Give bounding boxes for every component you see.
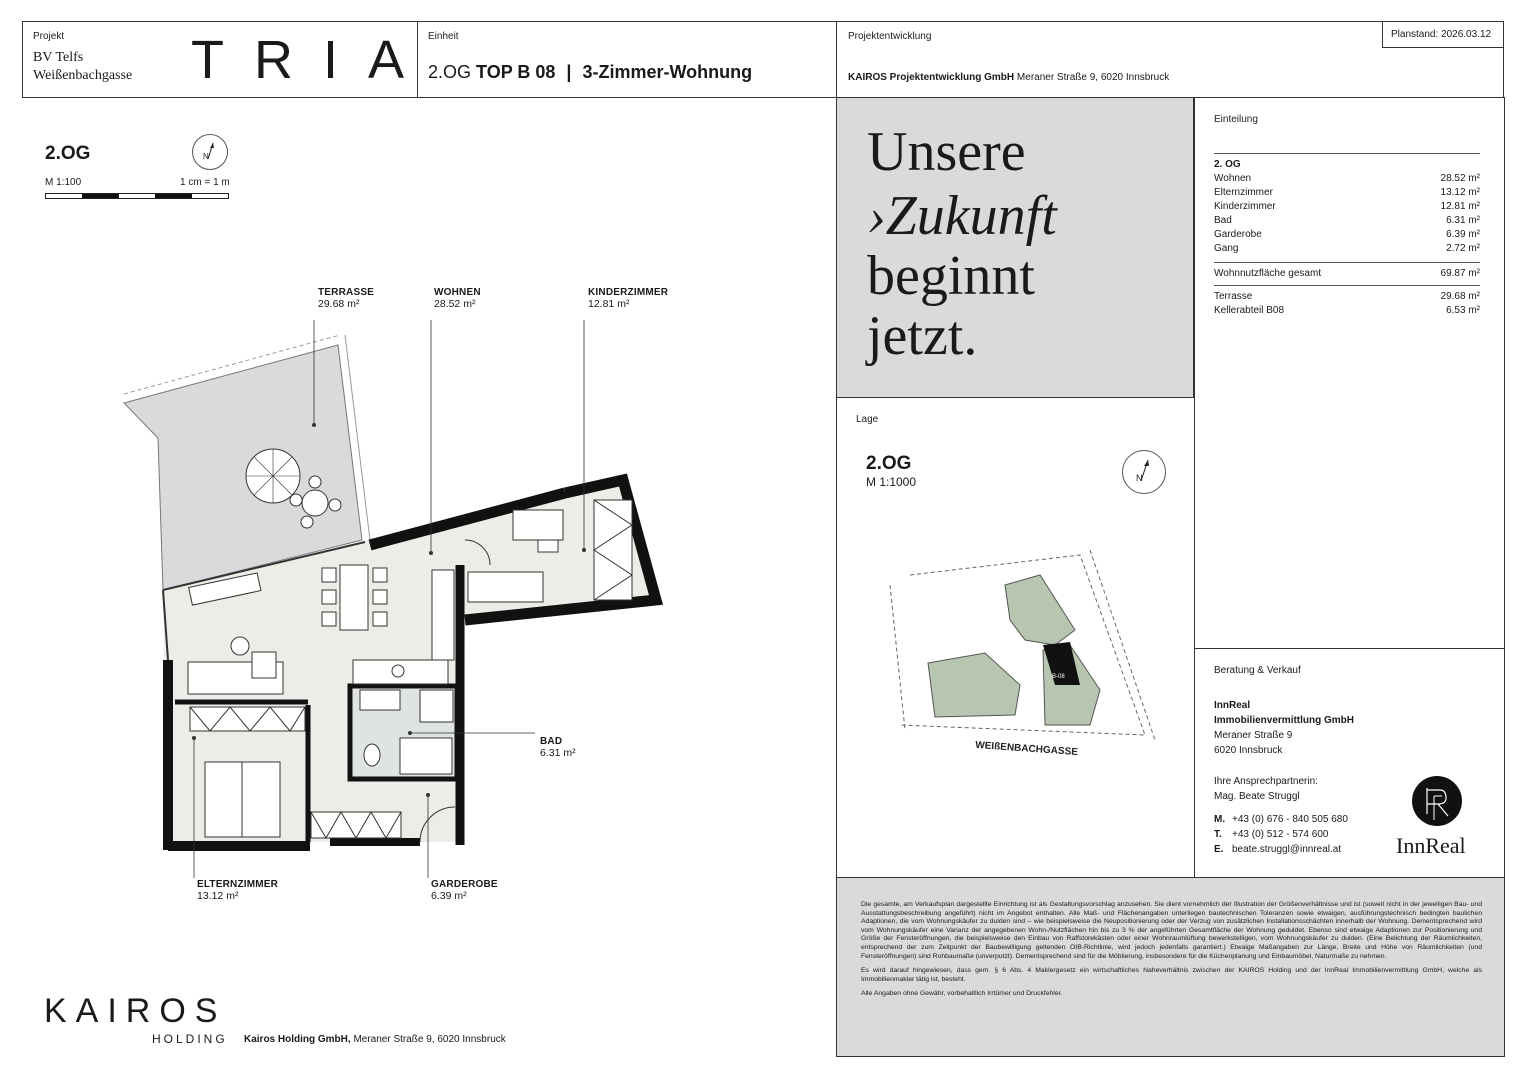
room-bad — [540, 736, 576, 759]
disclaimer-p2: Es wird darauf hingewiesen, dass gem. § 6 Abs. 4 Maklergesetz ein wirtschaftliches Naheverhältnis zwischen der KAIROS Holding und der InnReal Immobilienvermittlung GmbH, welche als Immobilienmakler tätig ist, besteht. — [861, 967, 1482, 983]
einheit-label: Einheit — [428, 31, 459, 42]
room-name: ELTERNZIMMER — [197, 879, 279, 890]
entwicklung-label: Projektentwicklung — [848, 31, 932, 42]
table-row — [1214, 290, 1480, 304]
room-area: 28.52 m² — [434, 298, 476, 310]
planstand: Planstand: 2026.03.12 — [1391, 29, 1492, 40]
tria-logo: TRIA — [191, 30, 435, 90]
beratung-company1: InnReal — [1214, 700, 1251, 711]
plan-floor: 2.OG — [45, 143, 91, 164]
beratung-street: Meraner Straße 9 — [1214, 730, 1293, 741]
einteilung-section — [1214, 114, 1480, 318]
total-label: Wohnnutzfläche gesamt — [1214, 268, 1322, 279]
row-value: 12.81 m² — [1440, 201, 1480, 212]
table-row — [1214, 304, 1480, 318]
beratung-contact-name: Mag. Beate Struggl — [1214, 791, 1300, 802]
row-value: 29.68 m² — [1440, 291, 1480, 302]
phone-mobile-label: M. — [1214, 814, 1226, 825]
einheit-type: 3-Zimmer-Wohnung — [582, 62, 753, 82]
einheit-floor: 2.OG — [428, 62, 472, 82]
beratung-divider — [1195, 648, 1504, 649]
disclaimer-p3: Alle Angaben ohne Gewähr, vorbehaltlich Irrtümer und Druckfehler. — [861, 990, 1063, 998]
row-label: Elternzimmer — [1214, 187, 1273, 198]
slogan-line2 — [867, 186, 1057, 246]
row-value: 13.12 m² — [1440, 187, 1480, 198]
column-divider — [1194, 98, 1195, 878]
entwicklung-company: KAIROS Projektentwicklung GmbH — [848, 72, 1015, 83]
lage-floor: 2.OG — [866, 453, 912, 474]
beratung-contact-label: Ihre Ansprechpartnerin: — [1214, 776, 1318, 787]
compass-letter: N — [203, 152, 209, 161]
row-label: Wohnen — [1214, 173, 1252, 184]
projekt-name: BV Telfs — [33, 50, 84, 65]
beratung-company2: Immobilienvermittlung GmbH — [1214, 715, 1355, 726]
slogan-box — [837, 98, 1194, 398]
disclaimer-p1: Die gesamte, am Verkaufsplan dargestellte Einrichtung ist als Gestaltungsvorschlag anzusehen. Sie dient vornehmlich der Illustration der Größenverhältnisse und ist (soweit nicht in der jeweiligen Bau- und Ausstattungsbeschreibung angeführt) nicht im Angebot enthalten. Alle Maß- und Flächenangaben unterliegen bautechnischen Toleranzen sowie etwaigen, ausführungstechnisch bedingten baulichen Adaptionen, die vom Wohnungskäufer zu dulden sind – wie beispielsweise die Neupositionierung oder der Verzug von zusätzlichen Installationsschächten innerhalb der Wohnung. Dementsprechend wird vom Wohnungskäufer eine Varianz der angegebenen Wohn-/Nutzflächen hin bis zu 3 % der angeführten Gesamtfläche der Wohnung geduldet. Ebenso sind etwaige Adaptionen zur Positionierung und Größe der Fensteröffnungen, die beispielsweise den Einbau von Raffstorekästen oder einer Wohnraumlüftung bewerkstelligen, vom Wohnungskäufer zu dulden. (Eine Belichtung der Räumlichkeiten, entsprechend der zum Zeitpunkt der Baubewilligung geltenden OIB-Richtlinie, wird jedoch jedenfalls garantiert.) Etwaige Maßangaben zur Länge, Breite und Höhe von Räumlichkeiten (und Fensteröffnungen) sind Rohbaumaße (unverputzt). Dementsprechend sind für die Möblierung, insbesondere für die Küchenplanung und Einbaumöbel, Naturmaße zu nehmen. — [861, 901, 1482, 960]
room-area: 12.81 m² — [588, 298, 630, 310]
lage-title: Lage — [856, 414, 879, 425]
room-name: GARDEROBE — [431, 879, 498, 890]
einheit-separator: | — [566, 62, 572, 82]
entwicklung-address: Meraner Straße 9, 6020 Innsbruck — [1016, 72, 1170, 83]
footer-company-name: Kairos Holding GmbH, — [244, 1034, 351, 1045]
table-row — [1214, 172, 1480, 186]
row-label: Terrasse — [1214, 291, 1253, 302]
room-area: 29.68 m² — [318, 298, 360, 310]
kairos-holding-sub: HOLDING — [152, 1032, 228, 1046]
slogan-word: Zukunft — [885, 185, 1057, 247]
unit-tag: B-08 — [1052, 674, 1065, 680]
room-area: 6.31 m² — [540, 747, 576, 759]
row-label: Bad — [1214, 215, 1232, 226]
table-row — [1214, 186, 1480, 200]
projekt-label: Projekt — [33, 31, 65, 42]
row-value: 2.72 m² — [1446, 243, 1480, 254]
table-row — [1214, 242, 1480, 256]
row-label: Kinderzimmer — [1214, 201, 1276, 212]
room-name: KINDERZIMMER — [588, 287, 669, 298]
einheit-top: TOP B 08 — [476, 62, 556, 82]
plan-scale: M 1:100 — [45, 177, 82, 188]
header-divider — [836, 22, 837, 97]
compass-letter: N — [1136, 473, 1143, 483]
street-label: WEIßENBACHGASSE — [974, 739, 1079, 759]
lage-scale: M 1:1000 — [866, 475, 917, 489]
plan-scale-note: 1 cm = 1 m — [180, 177, 230, 188]
projekt-street: Weißenbachgasse — [33, 68, 133, 83]
header-divider — [1382, 22, 1383, 48]
room-name: WOHNEN — [434, 287, 481, 298]
header-divider — [1382, 47, 1504, 48]
room-garderobe — [431, 879, 498, 902]
beratung-title: Beratung & Verkauf — [1214, 665, 1301, 676]
chevron-right-icon: › — [867, 185, 886, 247]
beratung-city: 6020 Innsbruck — [1214, 745, 1283, 756]
total-value: 69.87 m² — [1440, 268, 1480, 279]
row-label: Kellerabteil B08 — [1214, 305, 1285, 316]
room-terrasse — [318, 287, 374, 310]
phone-office-value[interactable]: +43 (0) 512 - 574 600 — [1232, 829, 1329, 840]
room-wohnen — [434, 287, 481, 310]
room-name: TERRASSE — [318, 287, 375, 298]
row-value: 6.53 m² — [1446, 305, 1480, 316]
email-link[interactable]: beate.struggl@innreal.at — [1232, 844, 1342, 855]
total-row — [1214, 267, 1480, 281]
table-row — [1214, 200, 1480, 214]
innreal-logo-text: InnReal — [1396, 833, 1466, 858]
room-elternzimmer — [197, 879, 278, 902]
slogan-line1: Unsere — [867, 121, 1026, 183]
table-row — [1214, 214, 1480, 228]
slogan-line4: jetzt. — [867, 305, 978, 367]
email-label: E. — [1214, 844, 1224, 855]
kairos-logo: KAIROS — [44, 992, 227, 1030]
room-kinderzimmer — [588, 287, 668, 310]
einteilung-floor-label: 2. OG — [1214, 159, 1241, 170]
compass-icon — [1122, 450, 1166, 494]
table-row — [1214, 228, 1480, 242]
beratung-section — [1214, 663, 1494, 857]
room-area: 6.39 m² — [431, 890, 467, 902]
disclaimer-box — [837, 877, 1504, 1056]
phone-office-label: T. — [1214, 829, 1222, 840]
row-value: 6.31 m² — [1446, 215, 1480, 226]
footer-company-address: Meraner Straße 9, 6020 Innsbruck — [353, 1034, 506, 1045]
row-label: Garderobe — [1214, 229, 1262, 240]
room-name: BAD — [540, 736, 563, 747]
room-area: 13.12 m² — [197, 890, 239, 902]
site-map — [880, 545, 1170, 760]
footer-company — [244, 1034, 506, 1045]
row-label: Gang — [1214, 243, 1239, 254]
phone-mobile-value[interactable]: +43 (0) 676 - 840 505 680 — [1232, 814, 1348, 825]
row-value: 6.39 m² — [1446, 229, 1480, 240]
innreal-logo-icon — [1412, 776, 1462, 826]
bed-icon — [468, 572, 543, 602]
slogan-line3: beginnt — [867, 245, 1035, 307]
einteilung-title: Einteilung — [1214, 114, 1258, 125]
row-value: 28.52 m² — [1440, 173, 1480, 184]
entwicklung-info — [848, 72, 1169, 83]
einteilung-floor — [1214, 158, 1480, 172]
